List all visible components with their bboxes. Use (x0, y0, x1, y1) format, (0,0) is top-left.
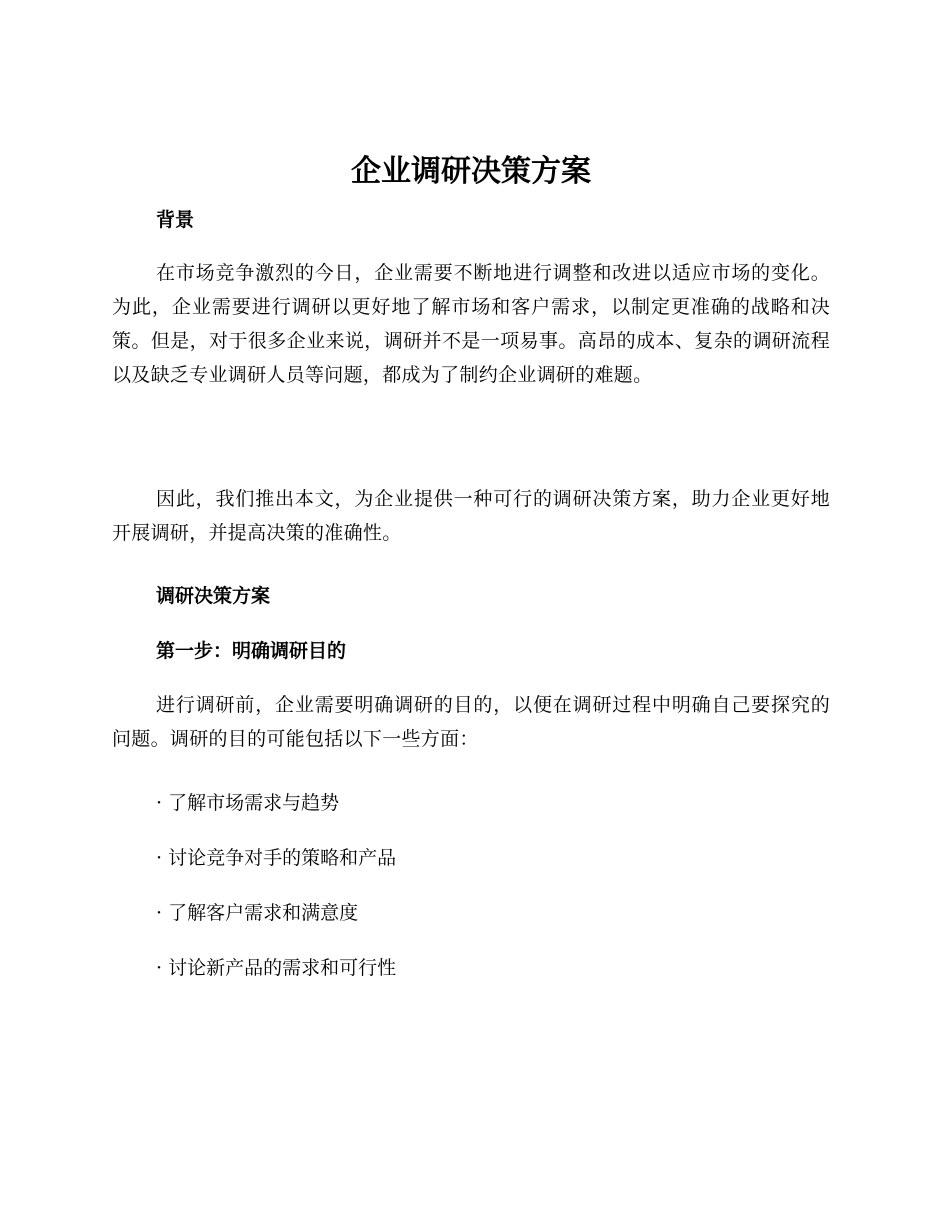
list-item: · 讨论新产品的需求和可行性 (156, 957, 397, 979)
list-item: · 讨论竞争对手的策略和产品 (156, 847, 397, 869)
section-heading-plan: 调研决策方案 (156, 585, 271, 607)
section-heading-background: 背景 (156, 209, 195, 231)
paragraph-background-2: 因此，我们推出本文，为企业提供一种可行的调研决策方案，助力企业更好地开展调研，并提高决策的准确性。 (112, 488, 830, 544)
list-item: · 了解市场需求与趋势 (156, 792, 340, 814)
paragraph-background-1: 在市场竞争激烈的今日，企业需要不断地进行调整和改进以适应市场的变化。为此，企业需要进行调研以更好地了解市场和客户需求，以制定更准确的战略和决策。但是，对于很多企业来说，调研并不是一项易事。高昂的成本、复杂的调研流程以及缺乏专业调研人员等问题，都成为了制约企业调研的难题。 (112, 262, 830, 386)
list-item: · 了解客户需求和满意度 (156, 902, 359, 924)
step-heading-1: 第一步：明确调研目的 (156, 640, 347, 662)
paragraph-step-1: 进行调研前，企业需要明确调研的目的，以便在调研过程中明确自己要探究的问题。调研的目的可能包括以下一些方面： (112, 694, 830, 750)
document-title: 企业调研决策方案 (351, 154, 591, 189)
